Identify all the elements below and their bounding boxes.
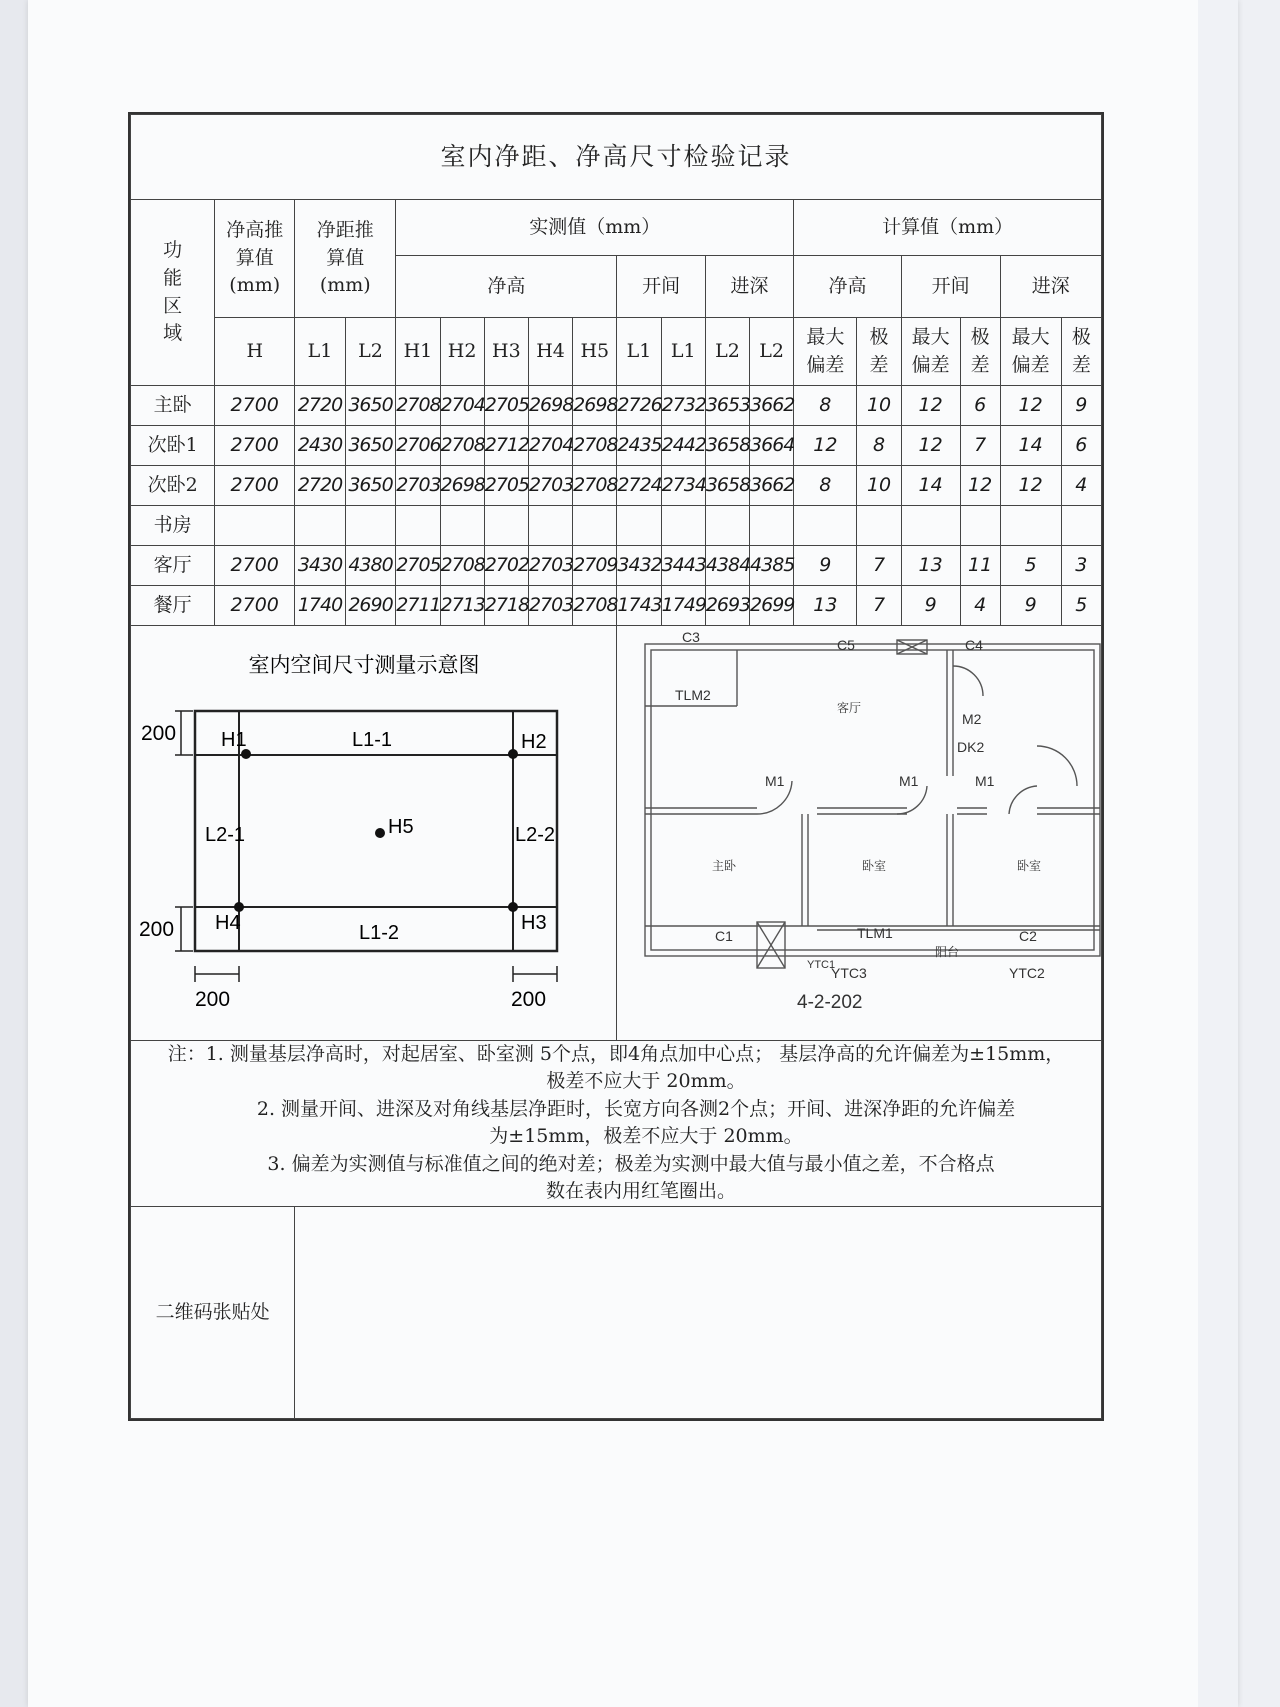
- note-3-cont: 数在表内用红笔圈出。: [545, 1180, 736, 1203]
- dim-200-top: 200: [140, 722, 176, 745]
- value-cell: [1061, 506, 1101, 546]
- note-2: 2. 测量开间、进深及对角线基层净距时，长宽方向各测2个点；开间、进深净距的允许偏差: [256, 1097, 1016, 1120]
- plan-balcony: 阳台: [935, 945, 960, 959]
- range-header: 极 差: [857, 318, 901, 386]
- plan-m1-b: M1: [899, 773, 919, 789]
- notes: [131, 1040, 1102, 1206]
- value-cell: 2718: [484, 586, 528, 626]
- range-header: 极 差: [960, 318, 1000, 386]
- plan-dk2: DK2: [957, 739, 985, 755]
- value-cell: 2712: [484, 426, 528, 466]
- value-cell: 2698: [528, 386, 572, 426]
- col-header: L1: [661, 318, 705, 386]
- value-cell: 4385: [750, 546, 794, 586]
- col-header: L2: [345, 318, 396, 386]
- max-dev-header: 最大 偏差: [901, 318, 960, 386]
- value-cell: 8: [794, 386, 857, 426]
- qr-code-label: 二维码张贴处: [131, 1206, 295, 1418]
- floor-plan-cell: [617, 626, 1102, 1041]
- value-cell: 2708: [440, 426, 484, 466]
- value-cell: [1000, 506, 1061, 546]
- point-h3: [508, 902, 518, 912]
- value-cell: 6: [960, 386, 1000, 426]
- col-header: H2: [440, 318, 484, 386]
- value-cell: 13: [901, 546, 960, 586]
- value-cell: 9: [1061, 386, 1101, 426]
- note-3: 3. 偏差为实测值与标准值之间的绝对差；极差为实测中最大值与最小值之差，不合格点: [267, 1152, 995, 1175]
- value-cell: 2700: [215, 426, 295, 466]
- value-cell: 2708: [573, 586, 617, 626]
- value-cell: [901, 506, 960, 546]
- value-cell: 2706: [396, 426, 440, 466]
- value-cell: 5: [1061, 586, 1101, 626]
- value-cell: 2702: [484, 546, 528, 586]
- value-cell: 2699: [750, 586, 794, 626]
- computed-bay: 开间: [901, 256, 1000, 318]
- value-cell: 3658: [705, 426, 749, 466]
- value-cell: 2703: [528, 546, 572, 586]
- value-cell: 2705: [396, 546, 440, 586]
- value-cell: 3432: [617, 546, 661, 586]
- computed-net-height: 净高: [794, 256, 901, 318]
- col-header: H: [215, 318, 295, 386]
- value-cell: 9: [901, 586, 960, 626]
- value-cell: 2700: [215, 386, 295, 426]
- value-cell: 2700: [215, 546, 295, 586]
- col-header: H5: [573, 318, 617, 386]
- max-dev-header: 最大 偏差: [794, 318, 857, 386]
- value-cell: [617, 506, 661, 546]
- table-row: [131, 426, 1102, 466]
- value-cell: 3662: [750, 386, 794, 426]
- value-cell: 2708: [440, 546, 484, 586]
- value-cell: 10: [857, 386, 901, 426]
- table-row: [131, 466, 1102, 506]
- value-cell: 7: [960, 426, 1000, 466]
- label-l22: L2-2: [514, 824, 555, 846]
- value-cell: 2720: [295, 466, 346, 506]
- area-name: 主卧: [131, 386, 215, 426]
- value-cell: 9: [1000, 586, 1061, 626]
- value-cell: 2708: [396, 386, 440, 426]
- value-cell: 12: [1000, 386, 1061, 426]
- value-cell: [345, 506, 396, 546]
- label-h5: H5: [387, 816, 414, 838]
- value-cell: 2442: [661, 426, 705, 466]
- plan-m2: M2: [962, 711, 982, 727]
- value-cell: 2700: [215, 586, 295, 626]
- label-l12: L1-2: [358, 922, 399, 944]
- value-cell: 2708: [573, 466, 617, 506]
- plan-m1-c: M1: [975, 773, 995, 789]
- value-cell: [794, 506, 857, 546]
- value-cell: 3650: [345, 386, 396, 426]
- inspection-record-form: [128, 112, 1104, 1421]
- value-cell: [857, 506, 901, 546]
- value-cell: 12: [794, 426, 857, 466]
- value-cell: 2703: [528, 586, 572, 626]
- plan-bedroom-2: 卧室: [1017, 859, 1042, 873]
- value-cell: 8: [857, 426, 901, 466]
- label-h4: H4: [214, 912, 241, 934]
- note-2-cont: 为±15mm，极差不应大于 20mm。: [489, 1125, 803, 1148]
- label-h2: H2: [520, 731, 547, 753]
- value-cell: [528, 506, 572, 546]
- value-cell: 9: [794, 546, 857, 586]
- value-cell: 2734: [661, 466, 705, 506]
- plan-tlm1: TLM1: [857, 925, 894, 941]
- value-cell: [573, 506, 617, 546]
- value-cell: 1743: [617, 586, 661, 626]
- col-header: H1: [396, 318, 440, 386]
- plan-m1-a: M1: [765, 773, 785, 789]
- value-cell: 2705: [484, 386, 528, 426]
- qr-code-area: [295, 1206, 1102, 1418]
- plan-bedroom-1: 卧室: [862, 859, 887, 873]
- value-cell: 1740: [295, 586, 346, 626]
- value-cell: [484, 506, 528, 546]
- value-cell: 2732: [661, 386, 705, 426]
- area-header: 功 能 区 域: [131, 200, 215, 386]
- value-cell: 6: [1061, 426, 1101, 466]
- height-calc-header: 净高推 算值 (mm): [215, 200, 295, 318]
- measurement-rows: [131, 386, 1102, 626]
- dim-200-bottom: 200: [138, 918, 174, 941]
- plan-c4: C4: [965, 637, 984, 653]
- value-cell: 2693: [705, 586, 749, 626]
- col-header: H4: [528, 318, 572, 386]
- computed-header: 计算值（mm）: [794, 200, 1102, 256]
- area-name: 餐厅: [131, 586, 215, 626]
- value-cell: 3650: [345, 466, 396, 506]
- value-cell: 2709: [573, 546, 617, 586]
- value-cell: 5: [1000, 546, 1061, 586]
- table-row: [131, 386, 1102, 426]
- value-cell: 12: [1000, 466, 1061, 506]
- plan-c2: C2: [1019, 928, 1038, 944]
- point-h5: [375, 828, 385, 838]
- area-name: 客厅: [131, 546, 215, 586]
- value-cell: [396, 506, 440, 546]
- value-cell: [215, 506, 295, 546]
- value-cell: 12: [960, 466, 1000, 506]
- value-cell: 3443: [661, 546, 705, 586]
- plan-ytc2: YTC2: [1009, 965, 1046, 981]
- note-1-cont: 极差不应大于 20mm。: [546, 1070, 746, 1093]
- value-cell: 2705: [484, 466, 528, 506]
- value-cell: 4: [960, 586, 1000, 626]
- value-cell: 2430: [295, 426, 346, 466]
- plan-tlm2: TLM2: [675, 687, 712, 703]
- plan-c5: C5: [837, 637, 856, 653]
- value-cell: 3430: [295, 546, 346, 586]
- value-cell: 3658: [705, 466, 749, 506]
- value-cell: 2704: [440, 386, 484, 426]
- value-cell: 3: [1061, 546, 1101, 586]
- diagram-title: 室内空间尺寸测量示意图: [248, 654, 480, 677]
- value-cell: 4: [1061, 466, 1101, 506]
- label-h1: H1: [220, 729, 247, 751]
- plan-ytc3: YTC3: [831, 965, 868, 981]
- value-cell: 10: [857, 466, 901, 506]
- plan-c3: C3: [682, 629, 701, 645]
- plan-unit-number: 4-2-202: [797, 992, 863, 1013]
- measurement-diagram-cell: [131, 626, 617, 1041]
- col-header: L2: [750, 318, 794, 386]
- measured-depth: 进深: [705, 256, 793, 318]
- label-l21: L2-1: [204, 824, 245, 846]
- dim-200-left: 200: [194, 988, 230, 1011]
- value-cell: 2708: [573, 426, 617, 466]
- max-dev-header: 最大 偏差: [1000, 318, 1061, 386]
- value-cell: [440, 506, 484, 546]
- measured-header: 实测值（mm）: [396, 200, 794, 256]
- area-name: 次卧1: [131, 426, 215, 466]
- plan-living: 客厅: [837, 701, 862, 715]
- measured-net-height: 净高: [396, 256, 617, 318]
- value-cell: 14: [901, 466, 960, 506]
- point-h2: [508, 749, 518, 759]
- value-cell: 3664: [750, 426, 794, 466]
- col-header: L2: [705, 318, 749, 386]
- computed-depth: 进深: [1000, 256, 1101, 318]
- value-cell: [295, 506, 346, 546]
- value-cell: 2435: [617, 426, 661, 466]
- col-header: L1: [617, 318, 661, 386]
- table-row: [131, 586, 1102, 626]
- table-row: [131, 546, 1102, 586]
- plan-ytc1: YTC1: [807, 959, 836, 971]
- label-h3: H3: [520, 912, 547, 934]
- col-header: L1: [295, 318, 346, 386]
- paper-stack-edge: [0, 0, 31, 1707]
- value-cell: 2690: [345, 586, 396, 626]
- value-cell: 8: [794, 466, 857, 506]
- value-cell: 2703: [528, 466, 572, 506]
- value-cell: 14: [1000, 426, 1061, 466]
- value-cell: 2703: [396, 466, 440, 506]
- value-cell: 2698: [573, 386, 617, 426]
- dist-calc-header: 净距推 算值 (mm): [295, 200, 396, 318]
- value-cell: 13: [794, 586, 857, 626]
- measurement-diagram: [138, 626, 589, 1031]
- value-cell: 11: [960, 546, 1000, 586]
- value-cell: 7: [857, 546, 901, 586]
- value-cell: [960, 506, 1000, 546]
- value-cell: 12: [901, 386, 960, 426]
- value-cell: [750, 506, 794, 546]
- range-header: 极 差: [1061, 318, 1101, 386]
- table-row: [131, 506, 1102, 546]
- value-cell: 2713: [440, 586, 484, 626]
- value-cell: 12: [901, 426, 960, 466]
- dim-200-right: 200: [510, 988, 546, 1011]
- value-cell: 7: [857, 586, 901, 626]
- plan-c1: C1: [715, 928, 734, 944]
- value-cell: [661, 506, 705, 546]
- value-cell: 3650: [345, 426, 396, 466]
- value-cell: [705, 506, 749, 546]
- label-l11: L1-1: [351, 729, 392, 751]
- value-cell: 4380: [345, 546, 396, 586]
- value-cell: 1749: [661, 586, 705, 626]
- value-cell: 3653: [705, 386, 749, 426]
- value-cell: 4384: [705, 546, 749, 586]
- area-name: 次卧2: [131, 466, 215, 506]
- record-table: [130, 114, 1102, 1419]
- form-title: 室内净距、净高尺寸检验记录: [131, 115, 1102, 200]
- measured-bay: 开间: [617, 256, 705, 318]
- value-cell: 2698: [440, 466, 484, 506]
- plan-master: 主卧: [712, 859, 737, 873]
- col-header: H3: [484, 318, 528, 386]
- value-cell: 2726: [617, 386, 661, 426]
- area-name: 书房: [131, 506, 215, 546]
- value-cell: 2720: [295, 386, 346, 426]
- value-cell: 2700: [215, 466, 295, 506]
- value-cell: 2711: [396, 586, 440, 626]
- value-cell: 3662: [750, 466, 794, 506]
- note-1: 注：1. 测量基层净高时，对起居室、卧室测 5个点，即4角点加中心点； 基层净高的允许偏差为±15mm，: [167, 1042, 1065, 1065]
- point-h4: [234, 902, 244, 912]
- floor-plan: [617, 626, 1157, 1031]
- value-cell: 2704: [528, 426, 572, 466]
- value-cell: 2724: [617, 466, 661, 506]
